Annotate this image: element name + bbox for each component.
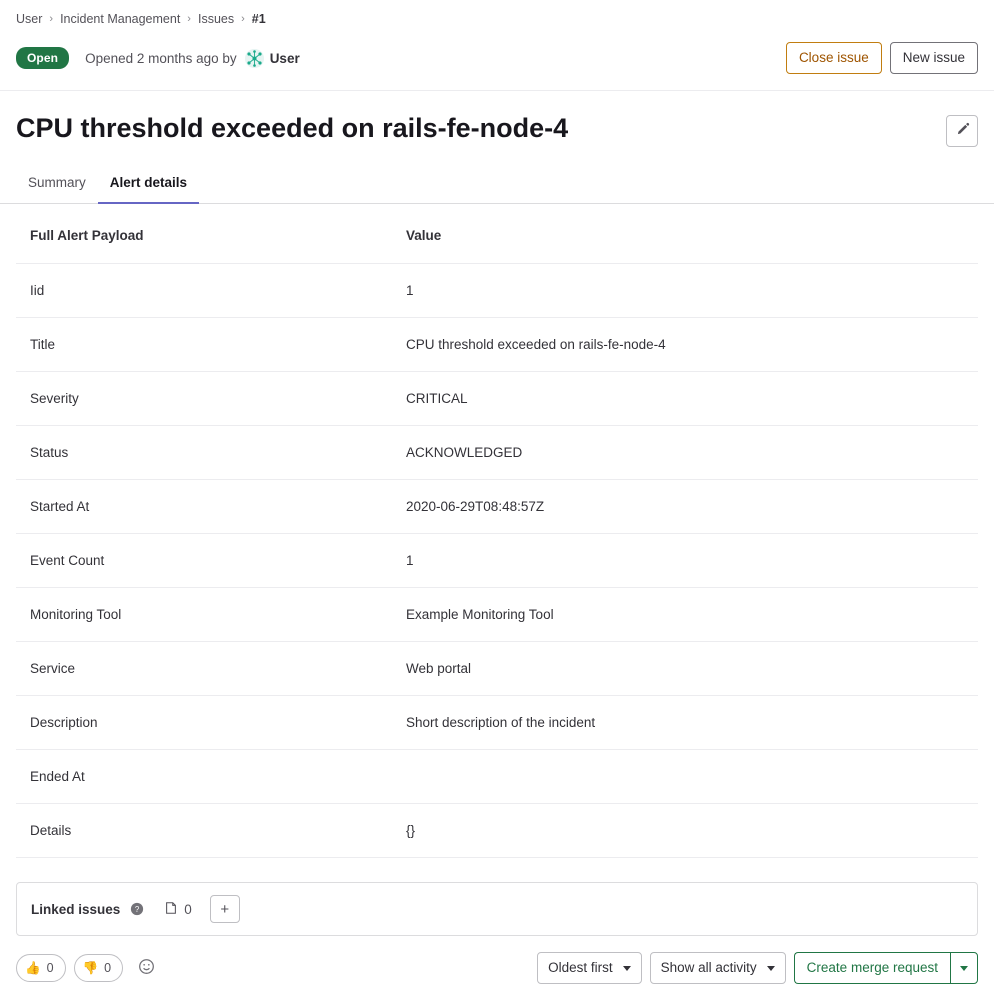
breadcrumb-item-issues[interactable]: Issues [197,12,235,26]
table-row [16,426,978,480]
row-value: {} [392,804,978,858]
chevron-down-icon [623,966,631,971]
activity-filter-dropdown[interactable] [650,952,786,984]
breadcrumb-separator-icon: › [187,13,191,25]
breadcrumb-item-current[interactable]: #1 [251,12,266,26]
row-key: Event Count [16,534,392,588]
title-row [0,91,994,151]
thumbs-down-count: 0 [104,961,112,975]
table-row [16,750,978,804]
row-value: 2020-06-29T08:48:57Z [392,480,978,534]
close-issue-button[interactable]: Close issue [786,42,882,74]
breadcrumb-separator-icon: › [241,13,245,25]
edit-button[interactable] [946,115,978,147]
column-header-value: Value [392,204,978,264]
tab-alert-details[interactable]: Alert details [98,165,199,204]
tab-bar [0,165,994,204]
thumbs-down-reaction-button[interactable] [74,954,124,982]
row-key: Monitoring Tool [16,588,392,642]
row-value: Example Monitoring Tool [392,588,978,642]
row-key: Ended At [16,750,392,804]
row-value: 1 [392,534,978,588]
table-row [16,372,978,426]
activity-controls [537,952,978,984]
row-value: Web portal [392,642,978,696]
row-value: ACKNOWLEDGED [392,426,978,480]
issue-type-icon [164,901,178,918]
table-row [16,696,978,750]
status-badge: Open [16,47,69,69]
row-value: CPU threshold exceeded on rails-fe-node-4 [392,318,978,372]
row-key: Details [16,804,392,858]
thumbs-down-icon: 👎 [82,961,99,975]
alert-payload-table [16,204,978,858]
row-key: Service [16,642,392,696]
activity-footer [0,936,994,984]
row-value [392,750,978,804]
table-row [16,264,978,318]
table-row [16,588,978,642]
sort-order-label: Oldest first [548,960,613,975]
column-header-key: Full Alert Payload [16,204,392,264]
row-key: Status [16,426,392,480]
svg-text:?: ? [135,905,140,915]
table-row [16,642,978,696]
row-key: Severity [16,372,392,426]
pencil-icon [955,122,970,140]
smiley-icon [138,958,155,978]
new-issue-button[interactable]: New issue [890,42,978,74]
issue-status-bar [0,34,994,91]
linked-issues-card [16,882,978,936]
row-value: 1 [392,264,978,318]
row-key: Description [16,696,392,750]
page-title: CPU threshold exceeded on rails-fe-node-4 [16,113,569,143]
table-body [16,264,978,858]
breadcrumb [0,0,994,34]
chevron-down-icon [960,966,968,971]
tab-summary[interactable]: Summary [28,175,86,190]
chevron-down-icon [767,966,775,971]
thumbs-up-icon: 👍 [25,961,41,975]
linked-issues-title: Linked issues [31,901,121,917]
avatar[interactable] [245,49,264,68]
author-link[interactable]: User [269,50,300,66]
activity-filter-label: Show all activity [660,960,757,975]
breadcrumb-item-incident-management[interactable]: Incident Management [60,12,181,26]
sort-order-dropdown[interactable] [537,952,642,984]
create-merge-request-split-button [794,952,978,984]
linked-count-value: 0 [184,901,192,917]
add-linked-issue-button[interactable]: + [210,895,240,923]
linked-issues-count [164,901,192,918]
thumbs-up-count: 0 [46,961,54,975]
table-row [16,318,978,372]
row-value: Short description of the incident [392,696,978,750]
table-row [16,480,978,534]
create-merge-request-dropdown-toggle[interactable] [950,952,978,984]
breadcrumb-separator-icon: › [49,13,54,25]
help-icon[interactable] [130,902,144,916]
breadcrumb-item-user[interactable]: User [16,12,43,26]
add-reaction-button[interactable] [131,954,161,982]
row-key: Title [16,318,392,372]
row-key: Iid [16,264,392,318]
table-row [16,534,978,588]
opened-info [85,49,300,68]
thumbs-up-reaction-button[interactable] [16,954,66,982]
row-value: CRITICAL [392,372,978,426]
header-actions [786,42,978,74]
row-key: Started At [16,480,392,534]
opened-text: Opened 2 months ago by [85,50,237,66]
table-header-row [16,204,978,264]
create-merge-request-button[interactable]: Create merge request [794,952,950,984]
table-row [16,804,978,858]
